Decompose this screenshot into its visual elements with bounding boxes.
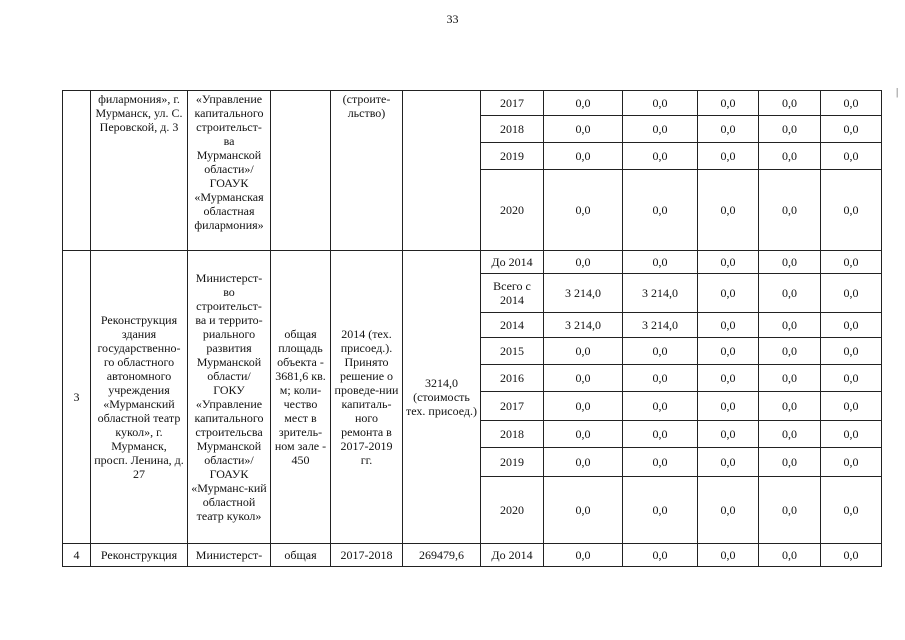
- cell-value: 0,0: [759, 544, 821, 567]
- cell-characteristic: общая: [271, 544, 331, 567]
- cell-value: 0,0: [698, 274, 759, 313]
- cell-value: 0,0: [759, 421, 821, 448]
- cell-value: 0,0: [759, 251, 821, 274]
- cell-characteristic: общая площадь объекта - 3681,6 кв. м; коли-чество мест в зритель-ном зале - 450: [271, 251, 331, 544]
- cell-value: 0,0: [544, 116, 623, 143]
- table-row: [63, 544, 882, 567]
- cell-value: 0,0: [544, 392, 623, 421]
- cell-value: 0,0: [698, 116, 759, 143]
- cell-value: 3 214,0: [623, 313, 698, 338]
- cell-year: 2018: [481, 116, 544, 143]
- cell-value: 0,0: [821, 313, 882, 338]
- cell-cost: 269479,6: [403, 544, 481, 567]
- cell-value: 0,0: [544, 544, 623, 567]
- cell-value: 0,0: [544, 91, 623, 116]
- cell-value: 0,0: [698, 392, 759, 421]
- cell-year: Всего с 2014: [481, 274, 544, 313]
- cell-value: 0,0: [698, 91, 759, 116]
- cell-year: 2019: [481, 448, 544, 477]
- cell-value: 0,0: [759, 338, 821, 365]
- cell-year: 2018: [481, 421, 544, 448]
- cell-object: филармония», г. Мурманск, ул. С. Перовской, д. 3: [91, 91, 188, 251]
- cell-value: 3 214,0: [544, 313, 623, 338]
- cell-year: До 2014: [481, 251, 544, 274]
- cell-value: 0,0: [544, 421, 623, 448]
- table-row: [63, 251, 882, 274]
- cell-year: 2014: [481, 313, 544, 338]
- cell-year: 2020: [481, 170, 544, 251]
- cell-value: 0,0: [623, 91, 698, 116]
- cell-value: 0,0: [623, 365, 698, 392]
- page-number: 33: [446, 12, 459, 26]
- cell-value: 0,0: [821, 251, 882, 274]
- cell-value: 0,0: [821, 143, 882, 170]
- cell-num: 4: [63, 544, 91, 567]
- cell-stage: (строите-льство): [331, 91, 403, 251]
- cell-value: 0,0: [623, 421, 698, 448]
- cell-value: 0,0: [821, 421, 882, 448]
- cell-value: 0,0: [623, 116, 698, 143]
- cell-value: 0,0: [544, 251, 623, 274]
- cell-value: 0,0: [623, 170, 698, 251]
- cell-value: 0,0: [698, 365, 759, 392]
- cell-value: 0,0: [544, 170, 623, 251]
- cell-year: 2017: [481, 91, 544, 116]
- cell-num: [63, 91, 91, 251]
- cell-value: 0,0: [821, 392, 882, 421]
- cell-year: 2016: [481, 365, 544, 392]
- cell-value: 0,0: [821, 91, 882, 116]
- cell-value: 0,0: [698, 251, 759, 274]
- table-row: [63, 91, 882, 116]
- cell-value: 0,0: [759, 477, 821, 544]
- cell-value: 0,0: [544, 143, 623, 170]
- cell-value: 0,0: [623, 477, 698, 544]
- cell-value: 0,0: [759, 274, 821, 313]
- cell-value: 0,0: [623, 251, 698, 274]
- cell-value: 0,0: [821, 338, 882, 365]
- cell-value: 0,0: [759, 143, 821, 170]
- cell-value: 0,0: [759, 313, 821, 338]
- cell-value: 0,0: [759, 91, 821, 116]
- cell-value: 0,0: [759, 448, 821, 477]
- cell-object: Реконструкция: [91, 544, 188, 567]
- cell-value: 0,0: [821, 274, 882, 313]
- cell-year: До 2014: [481, 544, 544, 567]
- cell-value: 0,0: [759, 392, 821, 421]
- cell-value: 0,0: [623, 448, 698, 477]
- cell-object: Реконструкция здания государственно-го областного автономного учреждения «Мурманский областной театр кукол», г. Мурманск, просп. Ленина, д. 27: [91, 251, 188, 544]
- cell-value: 0,0: [623, 392, 698, 421]
- cell-value: 0,0: [821, 170, 882, 251]
- cell-value: 0,0: [698, 313, 759, 338]
- cell-value: 0,0: [698, 170, 759, 251]
- cell-year: 2019: [481, 143, 544, 170]
- cell-value: 0,0: [698, 338, 759, 365]
- cell-value: 0,0: [698, 544, 759, 567]
- cell-num: 3: [63, 251, 91, 544]
- cell-value: 0,0: [544, 365, 623, 392]
- cell-year: 2020: [481, 477, 544, 544]
- investment-table: [62, 90, 882, 567]
- margin-mark: |: [896, 86, 899, 98]
- cell-value: 0,0: [698, 448, 759, 477]
- cell-value: 0,0: [698, 477, 759, 544]
- cell-stage: 2017-2018: [331, 544, 403, 567]
- cell-value: 0,0: [759, 116, 821, 143]
- cell-value: 3 214,0: [623, 274, 698, 313]
- cell-customer: «Управление капитального строительст-ва Мурманской области»/ ГОАУК «Мурманская областная филармония»: [188, 91, 271, 251]
- cell-year: 2015: [481, 338, 544, 365]
- cell-value: 0,0: [544, 477, 623, 544]
- cell-customer: Министерст-во строительст-ва и террито-риального развития Мурманской области/ ГОКУ «Управление капитального строительсва Мурманской области»/ ГОАУК «Мурманс-кий областной театр кукол»: [188, 251, 271, 544]
- cell-cost: 3214,0 (стоимость тех. присоед.): [403, 251, 481, 544]
- cell-value: 0,0: [821, 116, 882, 143]
- cell-value: 0,0: [821, 365, 882, 392]
- cell-value: 0,0: [623, 338, 698, 365]
- cell-value: 0,0: [544, 338, 623, 365]
- cell-value: 0,0: [623, 143, 698, 170]
- cell-value: 0,0: [698, 143, 759, 170]
- cell-value: 0,0: [821, 448, 882, 477]
- cell-value: 0,0: [759, 170, 821, 251]
- cell-value: 0,0: [698, 421, 759, 448]
- cell-value: 0,0: [544, 448, 623, 477]
- cell-customer: Министерст-: [188, 544, 271, 567]
- cell-characteristic: [271, 91, 331, 251]
- cell-value: 0,0: [759, 365, 821, 392]
- cell-stage: 2014 (тех. присоед.). Принято решение о проведе-нии капиталь-ного ремонта в 2017-2019 гг.: [331, 251, 403, 544]
- cell-cost: [403, 91, 481, 251]
- cell-value: 0,0: [623, 544, 698, 567]
- cell-value: 3 214,0: [544, 274, 623, 313]
- cell-value: 0,0: [821, 477, 882, 544]
- cell-value: 0,0: [821, 544, 882, 567]
- cell-year: 2017: [481, 392, 544, 421]
